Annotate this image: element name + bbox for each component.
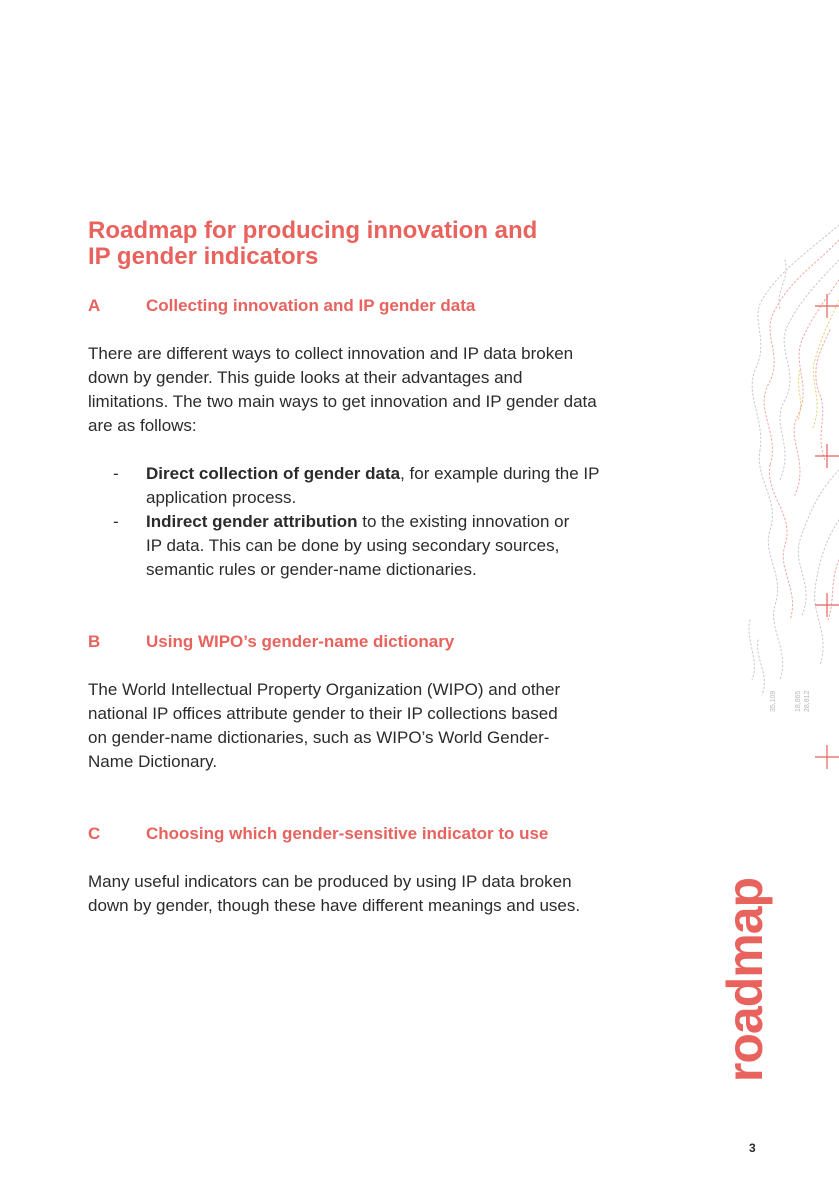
page-title: [88, 218, 648, 270]
page-number: 3: [749, 1141, 756, 1155]
section-b-heading: [88, 631, 688, 653]
bullet-item-direct-collection: [88, 462, 668, 510]
side-word-roadmap: roadmap: [717, 877, 773, 1083]
paragraph-line: The World Intellectual Property Organization (WIPO) and other: [88, 680, 561, 699]
bullet-line: [146, 462, 668, 486]
bullet-line: semantic rules or gender-name dictionaries.: [146, 560, 477, 579]
section-a-paragraph: [88, 342, 648, 438]
paragraph-line: down by gender, though these have different meanings and uses.: [88, 896, 581, 915]
paragraph-line: national IP offices attribute gender to their IP collections based: [88, 704, 558, 723]
decor-number: 28,812: [804, 690, 811, 712]
bullet-bold-term: Indirect gender attribution: [146, 512, 358, 531]
section-c-title: Choosing which gender-sensitive indicator to use: [146, 824, 549, 843]
section-c-heading: [88, 823, 688, 845]
section-a-letter: A: [88, 296, 101, 315]
paragraph-line: There are different ways to collect innovation and IP data broken: [88, 344, 574, 363]
paragraph-line: on gender-name dictionaries, such as WIPO’s World Gender-: [88, 728, 550, 747]
paragraph-line: down by gender. This guide looks at their advantages and: [88, 368, 523, 387]
bullet-dash: -: [113, 512, 119, 531]
paragraph-line: Name Dictionary.: [88, 752, 218, 771]
bullet-text: to the existing innovation or: [357, 512, 570, 531]
bullet-item-indirect-attribution: [88, 510, 668, 582]
section-c-letter: C: [88, 824, 101, 843]
paragraph-line: are as follows:: [88, 416, 197, 435]
bullet-text: , for example during the IP: [400, 464, 600, 483]
decor-number: 18,865: [795, 690, 802, 712]
title-line-1: Roadmap for producing innovation and: [88, 217, 538, 244]
section-a-title: Collecting innovation and IP gender data: [146, 296, 476, 315]
bullet-line: IP data. This can be done by using secondary sources,: [146, 536, 560, 555]
paragraph-line: Many useful indicators can be produced by using IP data broken: [88, 872, 572, 891]
title-line-2: IP gender indicators: [88, 243, 319, 270]
section-c-paragraph: [88, 870, 648, 918]
bullet-dash: -: [113, 464, 119, 483]
section-b-paragraph: [88, 678, 648, 774]
bullet-line: application process.: [146, 488, 297, 507]
paragraph-line: limitations. The two main ways to get innovation and IP gender data: [88, 392, 597, 411]
contour-decoration: [740, 220, 839, 780]
decor-number: 35,109: [770, 690, 777, 712]
section-a-heading: [88, 295, 688, 317]
bullet-line: [146, 510, 668, 534]
bullet-bold-term: Direct collection of gender data: [146, 464, 401, 483]
section-b-title: Using WIPO’s gender-name dictionary: [146, 632, 455, 651]
section-b-letter: B: [88, 632, 101, 651]
